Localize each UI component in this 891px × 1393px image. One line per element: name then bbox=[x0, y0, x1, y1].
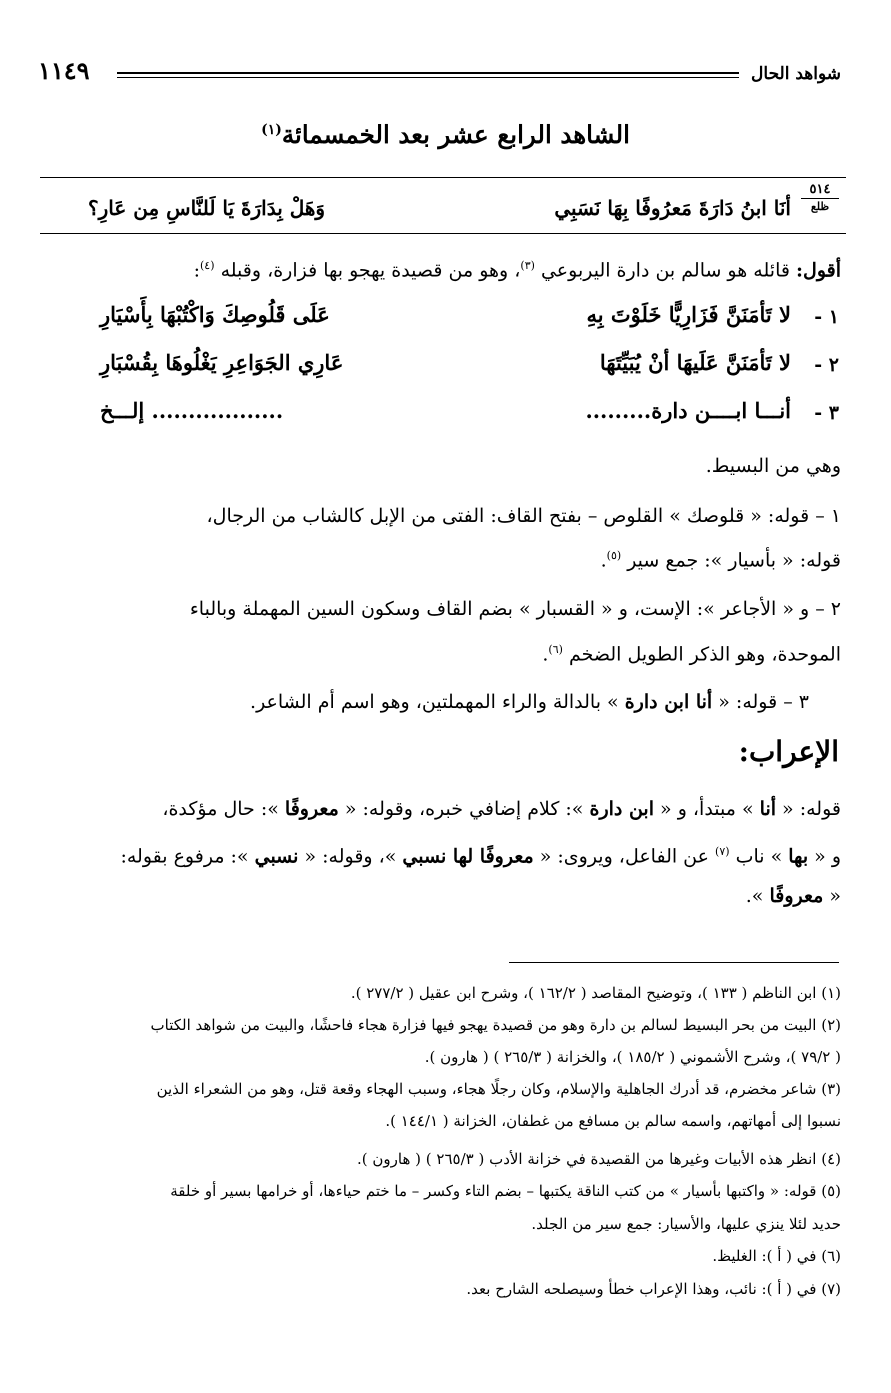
running-title: شواهد الحال bbox=[751, 64, 841, 84]
footnote-ref: (٦) bbox=[548, 643, 563, 656]
footnote-line: (٥) قوله: « واكتبها بأسيار » من كتب الناقة يكتبها – بضم التاء وكسر – ما ختم حياءها، أو خرامها بسير أو خلقة bbox=[170, 1182, 841, 1200]
poem-line-second-half: عَارِي الجَوَاعِرِ يَغْلُوهَا بِقُسْبَارِ bbox=[100, 350, 344, 375]
irab-line-1 bbox=[162, 795, 841, 823]
irab-text: » مبتدأ، و « bbox=[654, 798, 760, 820]
shahid-number-value: ٥١٤ bbox=[801, 183, 839, 199]
note-3-text: ٣ – قوله: « bbox=[712, 691, 809, 713]
poem-line-first-half: لا تَأمَنَنَّ عَلَيهَا أنْ يُبَيِّتَهَا bbox=[599, 350, 791, 375]
footnote-separator bbox=[509, 962, 839, 963]
note-2-line-1: ٢ – و « الأجاعر »: الإست، و « القسبار » بضم القاف وسكون السين المهملة وبالباء bbox=[189, 598, 841, 620]
irab-term: معروفًا bbox=[284, 798, 339, 820]
poem-line-number: ٢ - bbox=[814, 354, 839, 376]
footnote-ref: (٣) bbox=[520, 259, 535, 272]
irab-text: ». bbox=[745, 885, 770, 907]
note-3-bold: أنا ابن دارة bbox=[624, 691, 713, 713]
irab-text: و « bbox=[808, 845, 841, 868]
footnote-ref: (٤) bbox=[200, 259, 215, 272]
poem-line-first-half: لا تَأمَنَنَّ فَزَارِيًّا خَلَوْتَ بِهِ bbox=[586, 302, 791, 327]
footnote-ref: (١) bbox=[261, 122, 282, 138]
irab-text: »: مرفوع بقوله: bbox=[120, 845, 255, 868]
footnote-line: (١) ابن الناظم ( ١٣٣ )، وتوضيح المقاصد ( ١٦٢/٢ )، وشرح ابن عقيل ( ٢٧٧/٢ ). bbox=[350, 984, 841, 1002]
shahid-number bbox=[801, 183, 839, 214]
poem-line-number: ١ - bbox=[814, 306, 839, 328]
irab-text: « bbox=[823, 885, 841, 907]
irab-term: نسبي bbox=[254, 845, 299, 868]
irab-text: عن الفاعل، ويروى: « bbox=[533, 845, 716, 868]
footnote-ref: (٧) bbox=[715, 845, 730, 858]
intro-label: أقول: bbox=[796, 259, 841, 282]
irab-term: ابن دارة bbox=[589, 798, 654, 820]
irab-heading: الإعراب: bbox=[738, 735, 839, 768]
poem-line-number: ٣ - bbox=[814, 402, 839, 424]
note-3-text-cont: » بالدالة والراء المهملتين، وهو اسم أم الشاعر. bbox=[250, 691, 625, 713]
footnote-line: نسبوا إلى أمهاتهم، واسمه سالم بن مسافع من غطفان، الخزانة ( ١٤٤/١ ). bbox=[385, 1112, 841, 1130]
footnote-line: ( ٧٩/٢ )، وشرح الأشموني ( ١٨٥/٢ )، والخزانة ( ٢٦٥/٣ ) ( هارون ). bbox=[424, 1048, 841, 1066]
intro-colon: : bbox=[193, 259, 200, 282]
verse-hemistich-second: وَهَلْ بِدَارَةَ يَا لَلنَّاسِ مِن عَارِ؟ bbox=[88, 196, 326, 220]
section-title-text: الشاهد الرابع عشر بعد الخمسمائة bbox=[281, 120, 630, 149]
irab-term: معروفًا لها نسبي bbox=[402, 845, 534, 868]
page-number: ١١٤٩ bbox=[38, 56, 90, 85]
footnote-ref: (٥) bbox=[606, 549, 622, 562]
intro-text: قائله هو سالم بن دارة اليربوعي bbox=[540, 259, 790, 282]
verse-hemistich-first: أنَا ابنُ دَارَةَ مَعرُوفًا بِهَا نَسَبِي bbox=[554, 196, 791, 220]
intro-paragraph bbox=[194, 252, 841, 284]
note-2-end: . bbox=[542, 643, 549, 666]
section-title bbox=[0, 120, 891, 149]
verse-rule-top bbox=[40, 177, 846, 178]
footnote-line: (٤) انظر هذه الأبيات وغيرها من القصيدة في خزانة الأدب ( ٢٦٥/٣ ) ( هارون ). bbox=[357, 1150, 841, 1168]
irab-text: »: حال مؤكدة، bbox=[162, 798, 285, 820]
note-2-line-2 bbox=[542, 636, 841, 668]
header-rule-thin bbox=[117, 77, 739, 78]
poem-line-second-half: .................. إلـــخ bbox=[100, 398, 284, 423]
note-1-text: قوله: « بأسيار »: جمع سير bbox=[627, 549, 841, 572]
meter-abbrev: ظلع bbox=[810, 200, 830, 213]
irab-text: قوله: « bbox=[776, 798, 841, 820]
poem-line-second-half: عَلَى قَلُوصِكَ وَاكْتُبْهَا بِأَسْيَارِ bbox=[100, 302, 330, 327]
footnote-line: حديد لئلا ينزي عليها، والأسيار: جمع سير من الجلد. bbox=[531, 1215, 841, 1233]
irab-text: »، وقوله: « bbox=[298, 845, 403, 868]
footnote-line: (٣) شاعر مخضرم، قد أدرك الجاهلية والإسلام، وكان رجلًا هجاء، وسبب الهجاء وقعة قتل، وهو من الشعراء الذين bbox=[156, 1080, 841, 1098]
footnote-line: (٢) البيت من بحر البسيط لسالم بن دارة وهو من قصيدة يهجو فيها فزارة هجاء فاحشًا، والبيت من شواهد الكتاب bbox=[150, 1016, 841, 1034]
irab-line-2 bbox=[120, 838, 841, 870]
note-1-line-2 bbox=[601, 542, 841, 574]
note-2-text: الموحدة، وهو الذكر الطويل الضخم bbox=[568, 643, 841, 666]
irab-text: » ناب bbox=[729, 845, 789, 868]
irab-text: »: كلام إضافي خبره، وقوله: « bbox=[338, 798, 590, 820]
irab-term: بها bbox=[788, 845, 809, 868]
note-1-end: . bbox=[600, 549, 607, 572]
note-3 bbox=[250, 688, 809, 716]
irab-term: معروفًا bbox=[769, 885, 824, 907]
intro-text-cont: ، وهو من قصيدة يهجو بها فزارة، وقبله bbox=[220, 259, 521, 282]
footnote-line: (٦) في ( أ ): الغليظ. bbox=[712, 1247, 841, 1265]
header-rule bbox=[117, 72, 739, 74]
irab-line-3 bbox=[746, 882, 841, 910]
poem-line-first-half: أنـــا ابــــن دارة......... bbox=[585, 398, 791, 423]
footnote-line: (٧) في ( أ ): نائب، وهذا الإعراب خطأ وسيصلحه الشارح بعد. bbox=[466, 1280, 841, 1298]
irab-term: أنا bbox=[759, 798, 777, 820]
verse-rule-bottom bbox=[40, 233, 846, 234]
note-1-line-1: ١ – قوله: « قلوصك » القلوص – بفتح القاف: الفتى من الإبل كالشاب من الرجال، bbox=[206, 505, 841, 527]
meter-note: وهي من البسيط. bbox=[705, 455, 841, 477]
